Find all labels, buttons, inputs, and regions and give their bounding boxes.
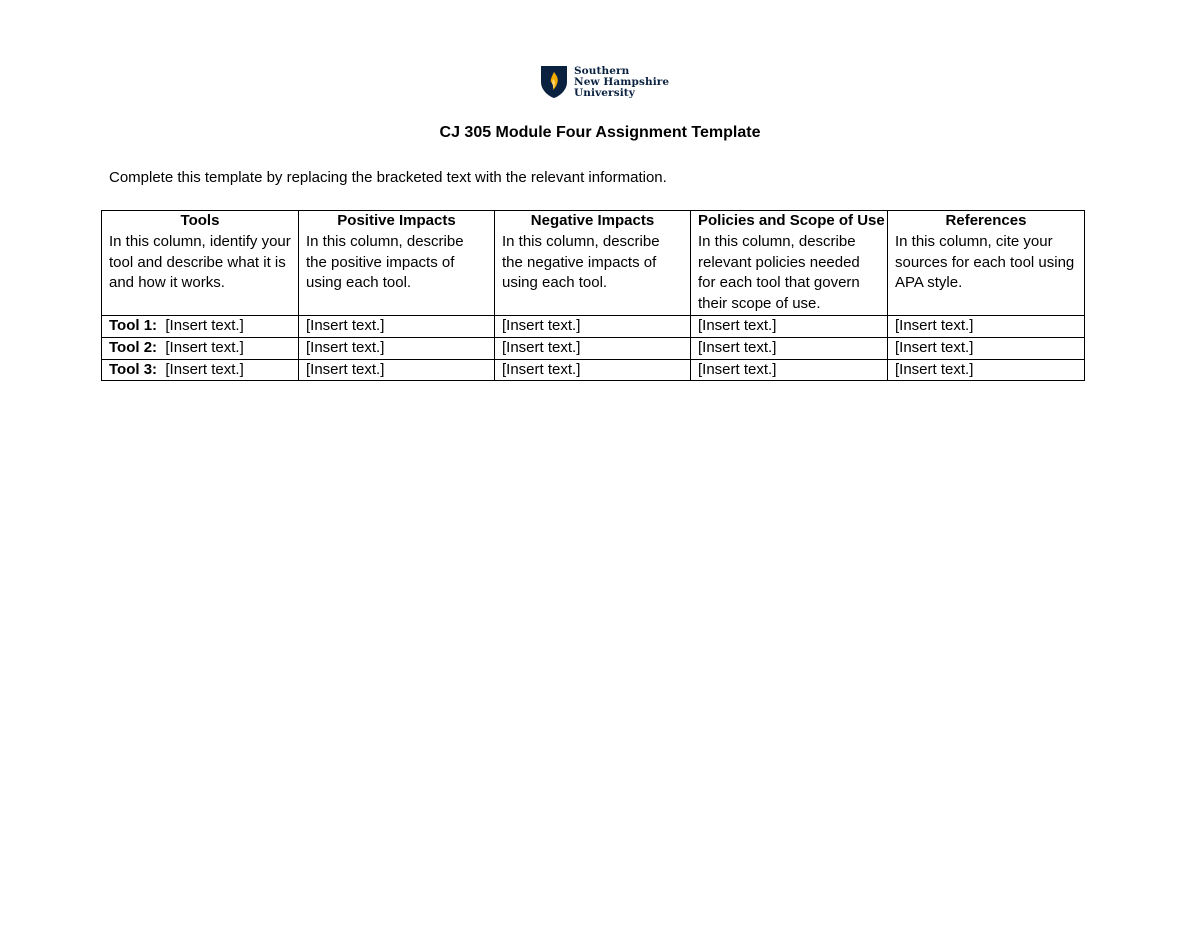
table-cell-tool[interactable] xyxy=(102,337,299,359)
header-title: References xyxy=(945,212,1027,229)
cell-text: [Insert text.] xyxy=(165,360,244,378)
table-cell-references[interactable]: [Insert text.] xyxy=(888,337,1085,359)
table-cell-tool[interactable] xyxy=(102,315,299,337)
snhu-logo xyxy=(540,64,669,100)
header-cell-policies[interactable] xyxy=(691,211,888,316)
header-description: In this column, describe the positive impacts of using each tool. xyxy=(306,232,464,292)
logo-line-2: New Hampshire xyxy=(574,75,670,88)
table-cell-references[interactable]: [Insert text.] xyxy=(888,359,1085,381)
table-row-tool-3 xyxy=(102,359,1085,381)
row-label: Tool 2: xyxy=(109,338,158,356)
table-cell-positive[interactable]: [Insert text.] xyxy=(299,337,495,359)
header-cell-tools[interactable] xyxy=(102,211,299,316)
table-cell-positive[interactable]: [Insert text.] xyxy=(299,359,495,381)
cell-text: [Insert text.] xyxy=(165,316,244,334)
header-cell-negative-impacts[interactable] xyxy=(495,211,691,316)
header-description: In this column, cite your sources for each tool using APA style. xyxy=(895,232,1075,292)
table-cell-policies[interactable]: [Insert text.] xyxy=(691,359,888,381)
document-title: CJ 305 Module Four Assignment Template xyxy=(439,124,761,141)
table-cell-negative[interactable]: [Insert text.] xyxy=(495,337,691,359)
table-cell-policies[interactable]: [Insert text.] xyxy=(691,337,888,359)
logo-wordmark xyxy=(574,66,669,99)
row-label: Tool 1: xyxy=(109,316,158,334)
table-row-tool-1 xyxy=(102,315,1085,337)
table-cell-positive[interactable]: [Insert text.] xyxy=(299,315,495,337)
header-cell-references[interactable] xyxy=(888,211,1085,316)
row-label: Tool 3: xyxy=(109,360,158,378)
table-cell-negative[interactable]: [Insert text.] xyxy=(495,359,691,381)
table-cell-negative[interactable]: [Insert text.] xyxy=(495,315,691,337)
cell-text: [Insert text.] xyxy=(165,338,244,356)
header-title: Policies and Scope of Use xyxy=(698,212,885,229)
table-cell-references[interactable]: [Insert text.] xyxy=(888,315,1085,337)
header-cell-positive-impacts[interactable] xyxy=(299,211,495,316)
header-description: In this column, describe the negative impacts of using each tool. xyxy=(502,232,660,292)
header-title: Tools xyxy=(180,212,220,229)
assignment-table xyxy=(101,210,1085,381)
table-cell-policies[interactable]: [Insert text.] xyxy=(691,315,888,337)
header-title: Positive Impacts xyxy=(337,212,456,229)
logo-line-1: Southern xyxy=(574,64,630,77)
header-description: In this column, describe relevant policies needed for each tool that govern their scope of use. xyxy=(698,232,860,313)
table-cell-tool[interactable] xyxy=(102,359,299,381)
header-row xyxy=(102,211,1085,316)
table-row-tool-2 xyxy=(102,337,1085,359)
shield-flame-icon xyxy=(540,65,568,99)
logo-line-3: University xyxy=(574,86,635,99)
instructions-text: Complete this template by replacing the bracketed text with the relevant information. xyxy=(109,169,667,186)
header-title: Negative Impacts xyxy=(530,212,655,229)
header-description: In this column, identify your tool and describe what it is and how it works. xyxy=(109,232,291,292)
